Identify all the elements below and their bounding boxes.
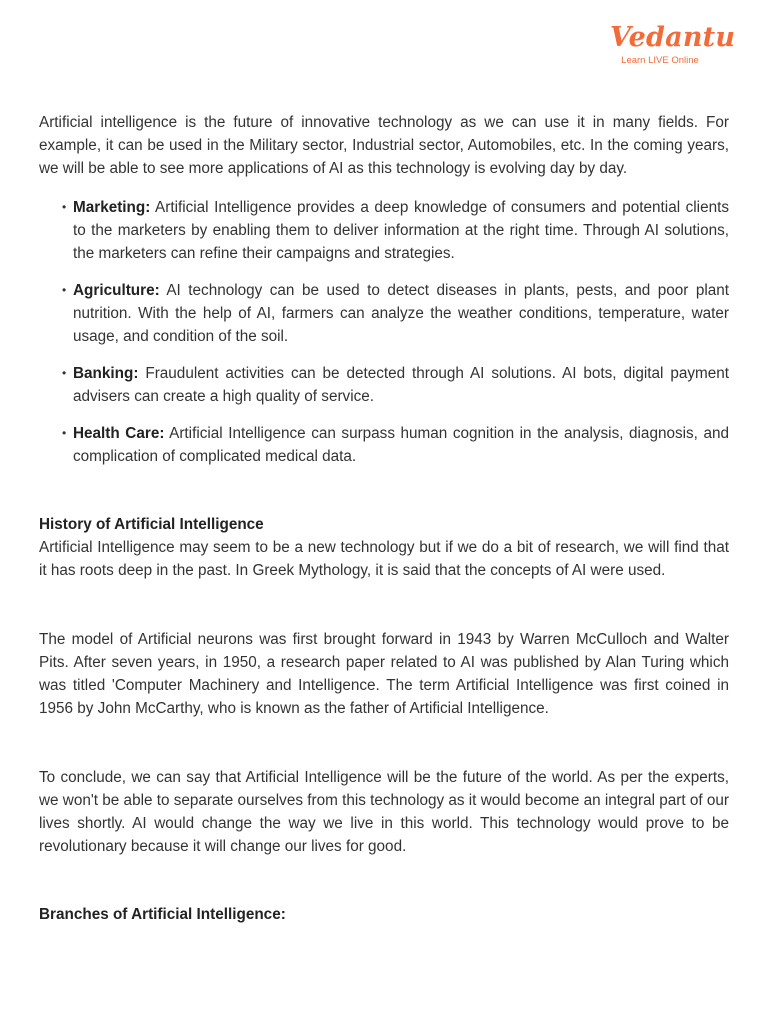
item-text: Artificial Intelligence can surpass human cognition in the analysis, diagnosis, and complication of complicated medical data.	[73, 425, 729, 465]
history-paragraph-1: Artificial Intelligence may seem to be a new technology but if we do a bit of research, we will find that it has roots deep in the past. In Greek Mythology, it is said that the concepts of AI were used.	[39, 539, 729, 579]
item-text: Artificial Intelligence provides a deep knowledge of consumers and potential clients to the marketers by enabling them to deliver information at the right time. Through AI solutions, the marketers can refine their campaigns and strategies.	[73, 199, 729, 262]
item-term: Health Care:	[73, 425, 165, 442]
applications-list	[39, 196, 729, 468]
item-text: Fraudulent activities can be detected through AI solutions. AI bots, digital payment advisers can create a high quality of service.	[73, 365, 729, 405]
document-body	[39, 111, 729, 926]
item-text: AI technology can be used to detect diseases in plants, pests, and poor plant nutrition. With the help of AI, farmers can analyze the weather conditions, temperature, water usage, and condition of the soil.	[73, 282, 729, 345]
intro-paragraph: Artificial intelligence is the future of innovative technology as we can use it in many fields. For example, it can be used in the Military sector, Industrial sector, Automobiles, etc. In the coming years, we will be able to see more applications of AI as this technology is evolving day by day.	[39, 114, 729, 177]
logo-tagline: Learn LIVE Online	[621, 55, 699, 66]
list-item-agriculture	[73, 279, 729, 348]
logo-wordmark: Vedantu	[610, 22, 736, 53]
item-term: Agriculture:	[73, 282, 160, 299]
list-item-banking	[73, 362, 729, 408]
item-term: Marketing:	[73, 199, 151, 216]
history-heading: History of Artificial Intelligence	[39, 516, 264, 533]
list-item-health-care	[73, 422, 729, 468]
history-paragraph-2: The model of Artificial neurons was first brought forward in 1943 by Warren McCulloch and Walter Pits. After seven years, in 1950, a research paper related to AI was published by Alan Turing which was titled 'Computer Machinery and Intelligence. The term Artificial Intelligence was first coined in 1956 by John McCarthy, who is known as the father of Artificial Intelligence.	[39, 631, 729, 717]
conclusion-paragraph: To conclude, we can say that Artificial Intelligence will be the future of the world. As per the experts, we won't be able to separate ourselves from this technology as it would become an integral part of our lives shortly. AI would change the way we live in this world. This technology would prove to be revolutionary because it will change our lives for good.	[39, 769, 729, 855]
vedantu-logo	[610, 22, 736, 66]
list-item-marketing	[73, 196, 729, 265]
item-term: Banking:	[73, 365, 139, 382]
branches-heading: Branches of Artificial Intelligence:	[39, 906, 286, 923]
